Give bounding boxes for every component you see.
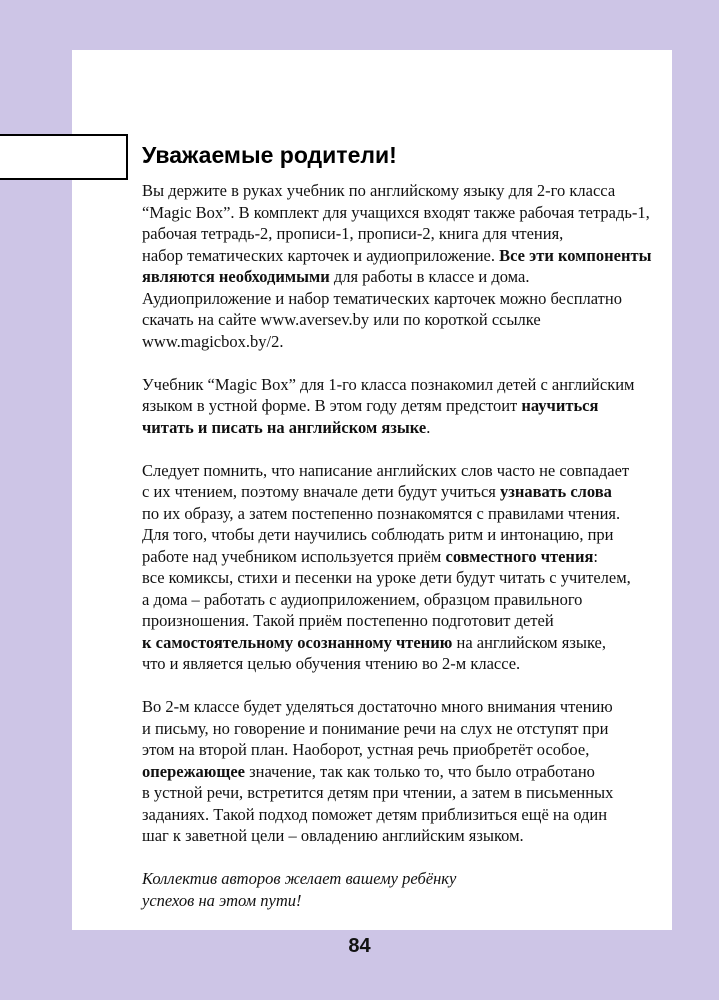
bold-text: опережающее — [142, 761, 245, 781]
text-run: рабочая тетрадь-2, прописи-1, прописи-2, книга для чтения, — [142, 224, 564, 243]
letter-body — [142, 180, 672, 933]
text-run: на английском языке, — [452, 632, 606, 652]
heading-marker-bar — [0, 134, 128, 180]
text-run: заданиях. Такой подход поможет детям приблизиться ещё на один — [142, 804, 608, 824]
body-paragraph — [142, 460, 672, 675]
closing-line: успехов на этом пути! — [142, 890, 302, 910]
text-run: а дома – работать с аудиоприложением, образцом правильного — [142, 589, 583, 609]
text-run: Для того, чтобы дети научились соблюдать ритм и интонацию, при — [142, 525, 614, 544]
text-run: с их чтением, поэтому вначале дети будут учиться — [142, 482, 500, 501]
text-run: Аудиоприложение и набор тематических карточек можно бесплатно — [142, 288, 622, 308]
text-run: скачать на сайте www.aversev.by или по короткой ссылке — [142, 310, 541, 329]
bold-text: читать и писать на английском языке — [142, 417, 427, 437]
page-heading: Уважаемые родители! — [142, 142, 397, 168]
text-run: набор тематических карточек и аудиоприложение. — [142, 245, 500, 265]
text-run: в устной речи, встретится детям при чтении, а затем в письменных — [142, 783, 614, 802]
bold-text: к самостоятельному осознанному чтению — [142, 632, 453, 652]
text-run: www.magicbox.by/2. — [142, 331, 284, 351]
body-paragraph — [142, 180, 672, 352]
text-run: этом на второй план. Наоборот, устная речь приобретёт особое, — [142, 740, 590, 759]
text-run: Вы держите в руках учебник по английскому языку для 2-го класса — [142, 181, 616, 200]
bold-text: научиться — [521, 396, 599, 415]
body-paragraph — [142, 696, 672, 847]
text-run: Учебник “Magic Box” для 1-го класса познакомил детей с английским — [142, 374, 635, 394]
text-run: Во 2-м классе будет уделяться достаточно много внимания чтению — [142, 697, 613, 716]
text-run: . — [426, 417, 431, 437]
text-run: для работы в классе и дома. — [329, 267, 530, 286]
closing-line: Коллектив авторов желает вашему ребёнку — [142, 869, 457, 888]
text-run: произношения. Такой приём постепенно подготовит детей — [142, 611, 554, 630]
text-run: Следует помнить, что написание английских слов часто не совпадает — [142, 460, 630, 480]
closing-paragraph — [142, 868, 672, 911]
text-run: что и является целью обучения чтению во 2-м классе. — [142, 654, 521, 673]
bold-text: являются необходимыми — [142, 267, 330, 286]
page-number: 84 — [348, 935, 371, 957]
text-run: шаг к заветной цели – овладению английским языком. — [142, 826, 524, 845]
text-run: работе над учебником используется приём — [142, 546, 446, 566]
bold-text: совместного чтения — [445, 546, 594, 566]
text-run: : — [593, 546, 598, 566]
bold-text: Все эти компоненты — [499, 245, 652, 265]
text-run: все комиксы, стихи и песенки на уроке дети будут читать с учителем, — [142, 568, 631, 587]
text-run: и письму, но говорение и понимание речи на слух не отступят при — [142, 718, 609, 738]
text-run: “Magic Box”. В комплект для учащихся входят также рабочая тетрадь-1, — [142, 202, 650, 222]
body-paragraph — [142, 374, 672, 439]
paragraphs-container — [142, 180, 672, 847]
text-run: значение, так как только то, что было отработано — [244, 761, 595, 781]
bold-text: узнавать слова — [500, 482, 612, 501]
text-run: по их образу, а затем постепенно познакомятся с правилами чтения. — [142, 503, 621, 523]
text-run: языком в устной форме. В этом году детям предстоит — [142, 396, 522, 415]
